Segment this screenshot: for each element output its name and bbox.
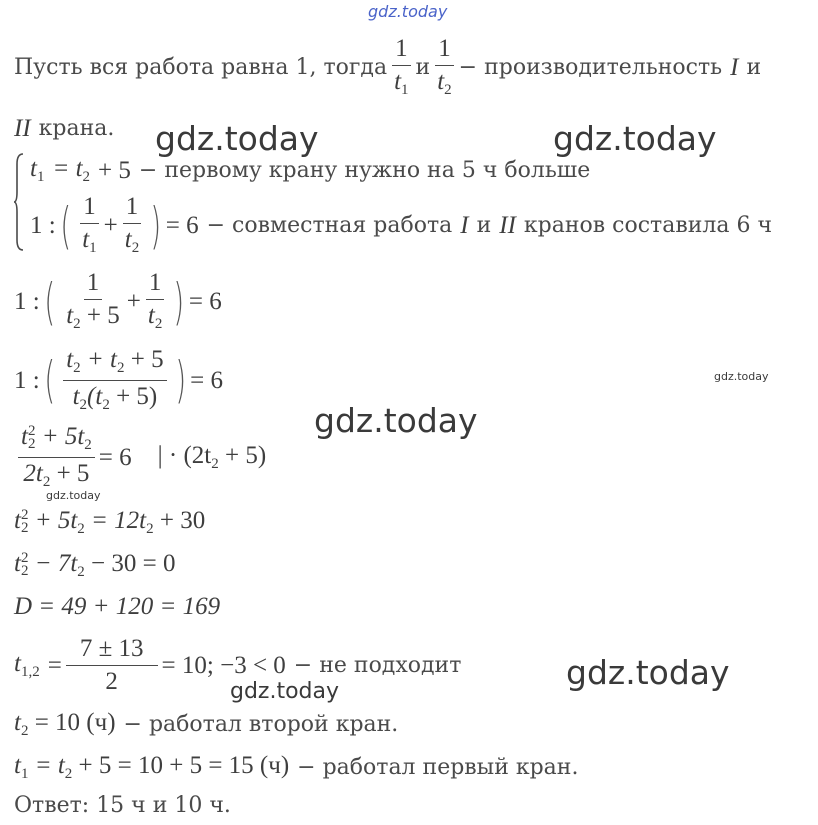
step-8: $t_2 = 10$ (ч) − работал второй кран.	[14, 709, 399, 739]
step-9: $t_1 = t_2 + 5 = 10 + 5 = 15$ (ч) − работал первый кран.	[14, 752, 579, 782]
watermark-small-2: gdz.today	[46, 489, 101, 502]
intro-text-2: − производительность	[458, 54, 723, 80]
watermark-big-3: gdz.today	[314, 401, 478, 440]
intro-tail: и	[746, 54, 762, 80]
watermark-big-4: gdz.today	[566, 653, 730, 692]
fraction-roots: $\frac{7 \pm 13}{2}$	[66, 636, 158, 696]
fraction-quadratic: t 2 2 + $5t_2$ $2t_2 + 5$	[18, 424, 95, 491]
fraction-combined: $\frac{t_2 + t_2 + 5}{t_2(t_2 + 5)}$	[63, 347, 166, 414]
step-3: t 2 2 + $5t_2$ $2t_2 + 5$ = 6 | · $(2t_2 + 5)$	[14, 424, 266, 491]
fraction-1-over-t1: $\frac{1}{t_1}$	[391, 36, 411, 99]
step-4: t 2 2 + $5t_2 = 12t_2 + 30$	[14, 506, 206, 537]
watermark-top: gdz.today	[368, 2, 448, 21]
intro-text: Пусть вся работа равна 1, тогда	[14, 54, 388, 80]
fraction-1-over-t2: $\frac{1}{t_2}$	[145, 270, 165, 333]
watermark-med-1: gdz.today	[230, 679, 340, 704]
step-1: 1 : ( $\frac{1}{t_2 + 5}$ + $\frac{1}{t_2}$ ) = 6	[14, 269, 222, 333]
watermark-big-2: gdz.today	[553, 119, 717, 158]
intro-line-2	[14, 116, 114, 141]
intro-line2-text: крана.	[38, 115, 115, 141]
system-brace	[14, 152, 24, 252]
step-5: t 2 2 − $7t_2 - 30 = 0$	[14, 549, 176, 580]
system-comment-1: − первому крану нужно на 5 ч больше	[138, 157, 591, 183]
intro-line	[14, 36, 761, 99]
roman-two: II	[14, 115, 31, 142]
fraction-1-over-t2-plus-5: $\frac{1}{t_2 + 5}$	[66, 269, 120, 333]
system-equation-1: $t_1$ = $t_2$ + 5 − первому крану нужно на 5 ч больше	[30, 155, 591, 185]
roman-one: I	[730, 54, 739, 81]
answer: Ответ: 15 ч и 10 ч.	[14, 793, 231, 818]
step-2: 1 : ( $\frac{t_2 + t_2 + 5}{t_2(t_2 + 5)}$ ) = 6	[14, 346, 223, 413]
watermark-big-1: gdz.today	[155, 119, 319, 158]
system-equation-2: 1 : ( $\frac{1}{t_1}$ + $\frac{1}{t_2}$ ) = 6 − совместная работа I и II кранов составила 6 ч	[30, 193, 772, 257]
step-6-discriminant: D = 49 + 120 = 169	[14, 593, 221, 620]
fraction-1-over-t2: $\frac{1}{t_2}$	[122, 194, 142, 257]
step-7-roots: $t_{1,2}$ = $\frac{7 \pm 13}{2}$ = 10; −3 < 0 − не подходит	[14, 635, 462, 696]
fraction-1-over-t2: $\frac{1}{t_2}$	[434, 36, 454, 99]
intro-conj: и	[415, 54, 431, 80]
fraction-1-over-t1: $\frac{1}{t_1}$	[79, 194, 99, 257]
watermark-small-1: gdz.today	[714, 370, 769, 383]
